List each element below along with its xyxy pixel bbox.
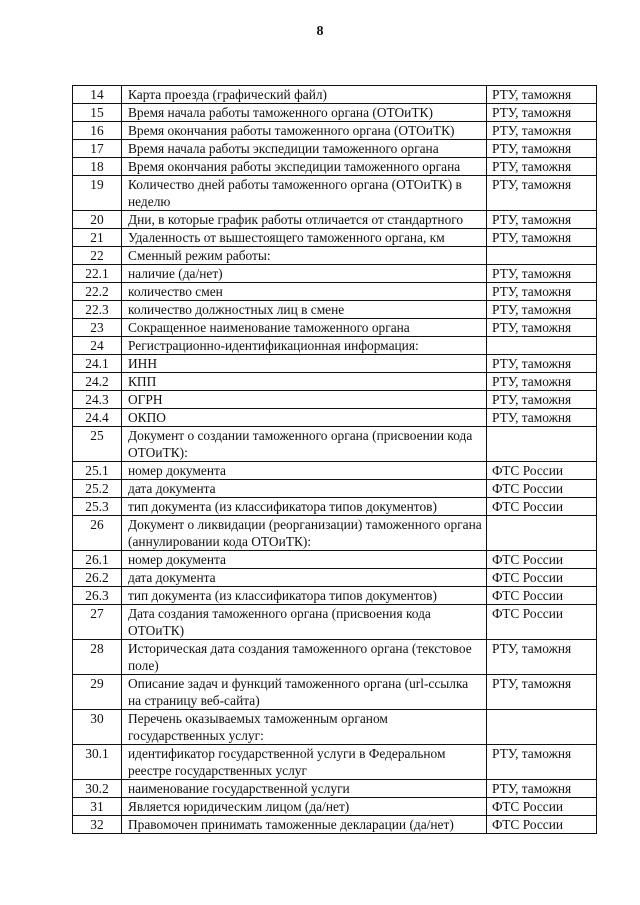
- table-row: [73, 265, 597, 283]
- row-responsible-org-cell: [487, 337, 597, 355]
- row-description-cell: Карта проезда (графический файл): [122, 86, 487, 104]
- row-responsible-org-cell: РТУ, таможня: [487, 780, 597, 798]
- row-responsible-org-cell: РТУ, таможня: [487, 265, 597, 283]
- row-description-cell: Время начала работы экспедиции таможенного органа: [122, 140, 487, 158]
- row-responsible-org-cell: РТУ, таможня: [487, 122, 597, 140]
- row-description-cell: Сменный режим работы:: [122, 247, 487, 265]
- row-responsible-org-cell: РТУ, таможня: [487, 104, 597, 122]
- row-number-cell: 30: [73, 710, 122, 745]
- row-description-cell: наличие (да/нет): [122, 265, 487, 283]
- row-description-cell: тип документа (из классификатора типов документов): [122, 498, 487, 516]
- row-description-cell: Перечень оказываемых таможенным органом государственных услуг:: [122, 710, 487, 745]
- row-number-cell: 16: [73, 122, 122, 140]
- row-number-cell: 24.3: [73, 391, 122, 409]
- row-description-cell: КПП: [122, 373, 487, 391]
- row-description-cell: количество смен: [122, 283, 487, 301]
- row-responsible-org-cell: РТУ, таможня: [487, 140, 597, 158]
- row-number-cell: 17: [73, 140, 122, 158]
- row-description-cell: Время начала работы таможенного органа (ОТОиТК): [122, 104, 487, 122]
- row-responsible-org-cell: ФТС России: [487, 816, 597, 834]
- table-row: [73, 798, 597, 816]
- row-description-cell: тип документа (из классификатора типов документов): [122, 587, 487, 605]
- row-description-cell: Документ о создании таможенного органа (присвоении кода ОТОиТК):: [122, 427, 487, 462]
- row-description-cell: Является юридическим лицом (да/нет): [122, 798, 487, 816]
- row-responsible-org-cell: [487, 427, 597, 462]
- row-description-cell: идентификатор государственной услуги в Федеральном реестре государственных услуг: [122, 745, 487, 780]
- table-row: [73, 480, 597, 498]
- table-row: [73, 283, 597, 301]
- table-row: [73, 122, 597, 140]
- row-responsible-org-cell: РТУ, таможня: [487, 158, 597, 176]
- table-row: [73, 587, 597, 605]
- row-description-cell: Регистрационно-идентификационная информация:: [122, 337, 487, 355]
- row-number-cell: 22.1: [73, 265, 122, 283]
- row-number-cell: 24.4: [73, 409, 122, 427]
- row-description-cell: наименование государственной услуги: [122, 780, 487, 798]
- row-number-cell: 26.1: [73, 551, 122, 569]
- row-number-cell: 21: [73, 229, 122, 247]
- row-number-cell: 31: [73, 798, 122, 816]
- row-responsible-org-cell: РТУ, таможня: [487, 355, 597, 373]
- row-responsible-org-cell: ФТС России: [487, 462, 597, 480]
- table-row: [73, 427, 597, 462]
- row-responsible-org-cell: ФТС России: [487, 498, 597, 516]
- row-number-cell: 25.2: [73, 480, 122, 498]
- row-description-cell: Документ о ликвидации (реорганизации) таможенного органа (аннулировании кода ОТОиТК):: [122, 516, 487, 551]
- row-responsible-org-cell: РТУ, таможня: [487, 391, 597, 409]
- row-responsible-org-cell: ФТС России: [487, 551, 597, 569]
- row-responsible-org-cell: РТУ, таможня: [487, 283, 597, 301]
- table-row: [73, 498, 597, 516]
- row-description-cell: Время окончания работы экспедиции таможенного органа: [122, 158, 487, 176]
- row-description-cell: Дата создания таможенного органа (присвоения кода ОТОиТК): [122, 605, 487, 640]
- table-row: [73, 391, 597, 409]
- row-description-cell: ОГРН: [122, 391, 487, 409]
- document-table: [72, 85, 597, 834]
- table-row: [73, 373, 597, 391]
- row-description-cell: Историческая дата создания таможенного органа (текстовое поле): [122, 640, 487, 675]
- table-row: [73, 516, 597, 551]
- row-description-cell: Удаленность от вышестоящего таможенного органа, км: [122, 229, 487, 247]
- row-number-cell: 19: [73, 176, 122, 211]
- row-number-cell: 24.1: [73, 355, 122, 373]
- table-row: [73, 319, 597, 337]
- row-responsible-org-cell: РТУ, таможня: [487, 229, 597, 247]
- row-number-cell: 30.2: [73, 780, 122, 798]
- table-row: [73, 86, 597, 104]
- row-number-cell: 30.1: [73, 745, 122, 780]
- row-number-cell: 14: [73, 86, 122, 104]
- table-row: [73, 816, 597, 834]
- table-row: [73, 640, 597, 675]
- row-number-cell: 22: [73, 247, 122, 265]
- row-responsible-org-cell: РТУ, таможня: [487, 373, 597, 391]
- table-row: [73, 605, 597, 640]
- row-responsible-org-cell: ФТС России: [487, 798, 597, 816]
- table-row: [73, 140, 597, 158]
- table-row: [73, 355, 597, 373]
- row-number-cell: 25.3: [73, 498, 122, 516]
- row-number-cell: 23: [73, 319, 122, 337]
- row-description-cell: дата документа: [122, 480, 487, 498]
- row-responsible-org-cell: ФТС России: [487, 569, 597, 587]
- row-responsible-org-cell: РТУ, таможня: [487, 176, 597, 211]
- row-responsible-org-cell: РТУ, таможня: [487, 319, 597, 337]
- row-number-cell: 25.1: [73, 462, 122, 480]
- row-description-cell: Правомочен принимать таможенные декларации (да/нет): [122, 816, 487, 834]
- row-responsible-org-cell: РТУ, таможня: [487, 640, 597, 675]
- row-number-cell: 26.3: [73, 587, 122, 605]
- table-row: [73, 780, 597, 798]
- table-row: [73, 409, 597, 427]
- row-number-cell: 18: [73, 158, 122, 176]
- row-description-cell: Время окончания работы таможенного органа (ОТОиТК): [122, 122, 487, 140]
- row-responsible-org-cell: РТУ, таможня: [487, 211, 597, 229]
- table-row: [73, 551, 597, 569]
- row-number-cell: 28: [73, 640, 122, 675]
- row-number-cell: 24.2: [73, 373, 122, 391]
- row-description-cell: Описание задач и функций таможенного органа (url-ссылка на страницу веб-сайта): [122, 675, 487, 710]
- row-number-cell: 22.3: [73, 301, 122, 319]
- row-description-cell: дата документа: [122, 569, 487, 587]
- row-description-cell: ОКПО: [122, 409, 487, 427]
- table-row: [73, 211, 597, 229]
- row-responsible-org-cell: ФТС России: [487, 587, 597, 605]
- table-row: [73, 675, 597, 710]
- row-number-cell: 29: [73, 675, 122, 710]
- row-responsible-org-cell: [487, 710, 597, 745]
- table-row: [73, 104, 597, 122]
- row-number-cell: 24: [73, 337, 122, 355]
- table-row: [73, 569, 597, 587]
- table-row: [73, 158, 597, 176]
- page-number: 8: [316, 24, 324, 39]
- row-responsible-org-cell: РТУ, таможня: [487, 301, 597, 319]
- row-description-cell: ИНН: [122, 355, 487, 373]
- row-responsible-org-cell: ФТС России: [487, 480, 597, 498]
- table-body: [73, 86, 597, 834]
- row-number-cell: 25: [73, 427, 122, 462]
- table-row: [73, 462, 597, 480]
- table-row: [73, 301, 597, 319]
- row-responsible-org-cell: РТУ, таможня: [487, 745, 597, 780]
- row-responsible-org-cell: РТУ, таможня: [487, 409, 597, 427]
- row-description-cell: Дни, в которые график работы отличается от стандартного: [122, 211, 487, 229]
- row-responsible-org-cell: [487, 247, 597, 265]
- row-description-cell: Количество дней работы таможенного органа (ОТОиТК) в неделю: [122, 176, 487, 211]
- row-responsible-org-cell: РТУ, таможня: [487, 675, 597, 710]
- row-number-cell: 27: [73, 605, 122, 640]
- row-number-cell: 26.2: [73, 569, 122, 587]
- row-number-cell: 22.2: [73, 283, 122, 301]
- table-row: [73, 247, 597, 265]
- row-description-cell: номер документа: [122, 462, 487, 480]
- row-number-cell: 15: [73, 104, 122, 122]
- row-description-cell: Сокращенное наименование таможенного органа: [122, 319, 487, 337]
- table-row: [73, 229, 597, 247]
- row-responsible-org-cell: [487, 516, 597, 551]
- table-row: [73, 176, 597, 211]
- row-responsible-org-cell: РТУ, таможня: [487, 86, 597, 104]
- table-row: [73, 745, 597, 780]
- row-description-cell: номер документа: [122, 551, 487, 569]
- row-number-cell: 32: [73, 816, 122, 834]
- row-responsible-org-cell: ФТС России: [487, 605, 597, 640]
- table-row: [73, 710, 597, 745]
- row-number-cell: 20: [73, 211, 122, 229]
- row-number-cell: 26: [73, 516, 122, 551]
- table-row: [73, 337, 597, 355]
- row-description-cell: количество должностных лиц в смене: [122, 301, 487, 319]
